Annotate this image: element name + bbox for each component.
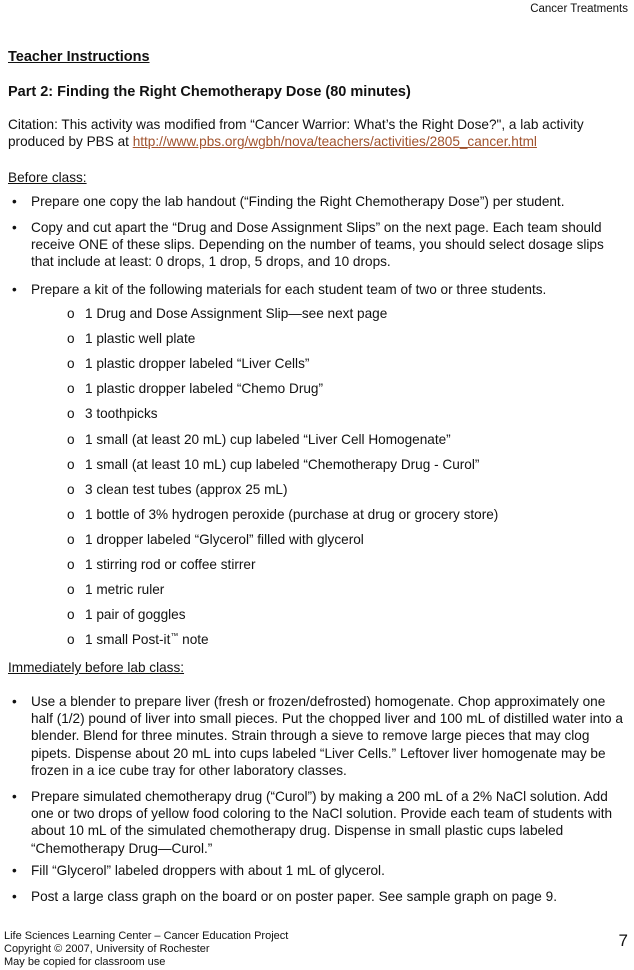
material-item-text [85,456,479,473]
before-class-heading: Before class: [8,170,87,185]
material-item-text [85,431,451,448]
material-text: 1 bottle of 3% hydrogen peroxide (purchase at drug or grocery store) [85,506,499,522]
material-text: 1 plastic well plate [85,331,196,347]
footer [4,930,288,969]
material-suffix: note [178,632,209,648]
material-text: 1 stirring rod or coffee stirrer [85,557,256,572]
bullet-icon: • [12,282,17,297]
sub-bullet-icon: o [67,331,75,347]
part-title: Part 2: Finding the Right Chemotherapy Dose (80 minutes) [8,84,411,100]
material-item-text [85,531,364,548]
list-item-text: Prepare a kit of the following materials for each student team of two or three students. [31,282,547,297]
material-text: 1 metric ruler [85,582,165,598]
sub-bullet-icon: o [67,456,75,472]
list-item-text: Prepare simulated chemotherapy drug (“Curol”) by making a 200 mL of a 2% NaCl solution. Add one or two drops of yellow food coloring to the NaCl solution. Provide each team of students with about 10 mL of the simulated chemotherapy drug. Dispense in small plastic cups labeled “Chemotherapy Drug—Curol.” [31,789,613,856]
bullet-icon: • [12,889,17,904]
material-text: 1 Drug and Dose Assignment Slip—see next page [85,306,388,321]
footer-line: Life Sciences Learning Center – Cancer Education Project [4,930,289,942]
sub-bullet-icon: o [67,607,75,623]
page-number: 7 [618,931,628,950]
sub-bullet-icon: o [67,557,75,572]
material-item-text [85,481,288,498]
sub-bullet-icon: o [67,306,75,321]
citation-link[interactable]: http://www.pbs.org/wgbh/nova/teachers/activities/2805_cancer.html [132,134,537,150]
citation [8,116,634,150]
sub-bullet-icon: o [67,506,75,522]
running-header: Cancer Treatments [530,3,628,15]
sub-bullet-icon: o [67,632,75,648]
material-text: 1 small (at least 20 mL) cup labeled “Liver Cell Homogenate” [85,431,451,447]
sub-bullet-icon: o [67,381,75,397]
material-item-text [85,556,256,573]
footer-line: Copyright © 2007, University of Rochester [4,943,210,955]
material-item-text [85,380,323,397]
bullet-icon: • [12,694,17,709]
material-text: 1 small Post-it [85,632,171,648]
material-text: 1 plastic dropper labeled “Chemo Drug” [85,381,324,397]
bullet-icon: • [12,863,17,878]
bullet-icon: • [12,789,17,804]
sub-bullet-icon: o [67,406,75,422]
citation-text: Citation: This activity was modified from “Cancer Warrior: What’s the Right Dose?", a lab activity produced by PBS at [8,117,584,150]
material-text: 1 dropper labeled “Glycerol” filled with glycerol [85,531,364,547]
footer-line: May be copied for classroom use [4,956,166,968]
material-text: 3 clean test tubes (approx 25 mL) [85,481,288,497]
material-item-text [85,581,164,598]
material-item-text [85,305,387,322]
material-text: 1 small (at least 10 mL) cup labeled “Chemotherapy Drug - Curol” [85,456,480,472]
material-item-text [85,405,158,422]
bullet-icon: • [12,220,17,235]
sub-bullet-icon: o [67,531,75,547]
sub-bullet-icon: o [67,431,75,447]
material-item-text [85,631,209,648]
material-text: 3 toothpicks [85,406,158,422]
material-item-text [85,606,186,623]
bullet-icon: • [12,194,17,209]
material-text: 1 pair of goggles [85,607,186,623]
list-item-text: Post a large class graph on the board or on poster paper. See sample graph on page 9. [31,889,557,904]
list-item-text: Copy and cut apart the “Drug and Dose Assignment Slips” on the next page. Each team should receive ONE of these slips. Depending on the number of teams, you should select dosage slips that include at least: 0 drops, 1 drop, 5 drops, and 10 drops. [31,220,604,270]
trademark-symbol: ™ [170,631,179,641]
material-item-text [85,506,498,523]
material-item-text [85,355,309,372]
list-item-text: Use a blender to prepare liver (fresh or frozen/defrosted) homogenate. Chop approximately one half (1/2) pound of liver into small pieces. Put the chopped liver and 100 mL of distilled water into a blender. Blend for three minutes. Strain through a sieve to remove large pieces that may clog pipets. Dispense about 20 mL into cups labeled “Liver Cells.” Leftover liver homogenate may be frozen in a ice cube tray for other laboratory classes. [31,694,623,778]
material-text: 1 plastic dropper labeled “Liver Cells” [85,356,310,372]
immediately-before-heading: Immediately before lab class: [8,660,185,675]
material-item-text [85,330,195,347]
sub-bullet-icon: o [67,356,75,372]
sub-bullet-icon: o [67,582,75,598]
sub-bullet-icon: o [67,481,75,497]
list-item-text: Fill “Glycerol” labeled droppers with about 1 mL of glycerol. [31,863,385,878]
list-item-text: Prepare one copy the lab handout (“Finding the Right Chemotherapy Dose”) per student. [31,194,565,209]
page-title: Teacher Instructions [8,49,150,65]
